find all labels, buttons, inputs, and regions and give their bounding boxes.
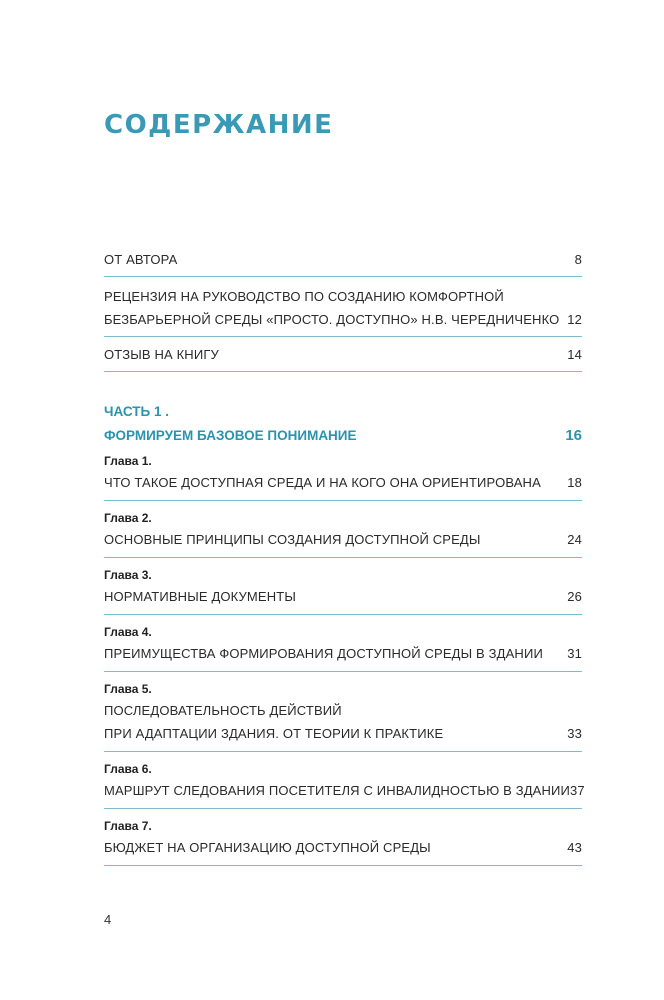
chapter-number: Глава 6. — [104, 762, 152, 776]
chapter-page: 43 — [567, 840, 582, 855]
chapter-number: Глава 2. — [104, 511, 152, 525]
chapter-title: МАРШРУТ СЛЕДОВАНИЯ ПОСЕТИТЕЛЯ С ИНВАЛИДНОСТЬЮ В ЗДАНИИ — [104, 783, 571, 798]
toc-entry-title: ОТ АВТОРА — [104, 252, 178, 267]
chapter-title: БЮДЖЕТ НА ОРГАНИЗАЦИЮ ДОСТУПНОЙ СРЕДЫ — [104, 840, 431, 855]
chapter-page: 18 — [567, 475, 582, 490]
chapter-title-line-1: ПОСЛЕДОВАТЕЛЬНОСТЬ ДЕЙСТВИЙ — [104, 703, 342, 718]
chapter-page: 37 — [570, 783, 585, 798]
toc-entry-page: 8 — [574, 252, 582, 267]
chapter-number: Глава 5. — [104, 682, 152, 696]
toc-entry-title: ОТЗЫВ НА КНИГУ — [104, 347, 219, 362]
toc-entry-title-line-2: БЕЗБАРЬЕРНОЙ СРЕДЫ «ПРОСТО. ДОСТУПНО» Н.В. ЧЕРЕДНИЧЕНКО — [104, 312, 560, 327]
chapter-page: 24 — [567, 532, 582, 547]
part-heading[interactable] — [104, 400, 582, 448]
chapter-number: Глава 7. — [104, 819, 152, 833]
toc-entry-review[interactable] — [104, 285, 582, 337]
part-label: ЧАСТЬ 1 . — [104, 404, 170, 419]
chapter-number: Глава 4. — [104, 625, 152, 639]
chapter-page: 33 — [567, 726, 582, 741]
chapter-page: 31 — [567, 646, 582, 661]
page-title: СОДЕРЖАНИЕ — [104, 110, 334, 140]
chapter-title: ПРЕИМУЩЕСТВА ФОРМИРОВАНИЯ ДОСТУПНОЙ СРЕДЫ В ЗДАНИИ — [104, 646, 543, 661]
part-page: 16 — [565, 427, 582, 444]
toc-entry-page: 14 — [567, 347, 582, 362]
toc-chapter-6[interactable] — [104, 759, 585, 809]
toc-entry-page: 12 — [567, 312, 582, 327]
chapter-number: Глава 3. — [104, 568, 152, 582]
toc-entry-author[interactable] — [104, 248, 582, 277]
toc-chapter-2[interactable] — [104, 508, 582, 558]
page-number: 4 — [104, 912, 112, 927]
toc-chapter-5[interactable] — [104, 679, 582, 752]
toc-entry-feedback[interactable] — [104, 343, 582, 372]
toc-chapter-3[interactable] — [104, 565, 582, 615]
chapter-title-line-2: ПРИ АДАПТАЦИИ ЗДАНИЯ. ОТ ТЕОРИИ К ПРАКТИКЕ — [104, 726, 444, 741]
chapter-page: 26 — [567, 589, 582, 604]
chapter-title: НОРМАТИВНЫЕ ДОКУМЕНТЫ — [104, 589, 297, 604]
toc-chapter-7[interactable] — [104, 816, 582, 866]
toc-entry-title-line-1: РЕЦЕНЗИЯ НА РУКОВОДСТВО ПО СОЗДАНИЮ КОМФОРТНОЙ — [104, 289, 504, 304]
part-title: ФОРМИРУЕМ БАЗОВОЕ ПОНИМАНИЕ — [104, 428, 357, 443]
chapter-title: ЧТО ТАКОЕ ДОСТУПНАЯ СРЕДА И НА КОГО ОНА ОРИЕНТИРОВАНА — [104, 475, 541, 490]
toc-chapter-4[interactable] — [104, 622, 582, 672]
chapter-number: Глава 1. — [104, 454, 152, 468]
chapter-title: ОСНОВНЫЕ ПРИНЦИПЫ СОЗДАНИЯ ДОСТУПНОЙ СРЕДЫ — [104, 532, 481, 547]
toc-chapter-1[interactable] — [104, 451, 582, 501]
